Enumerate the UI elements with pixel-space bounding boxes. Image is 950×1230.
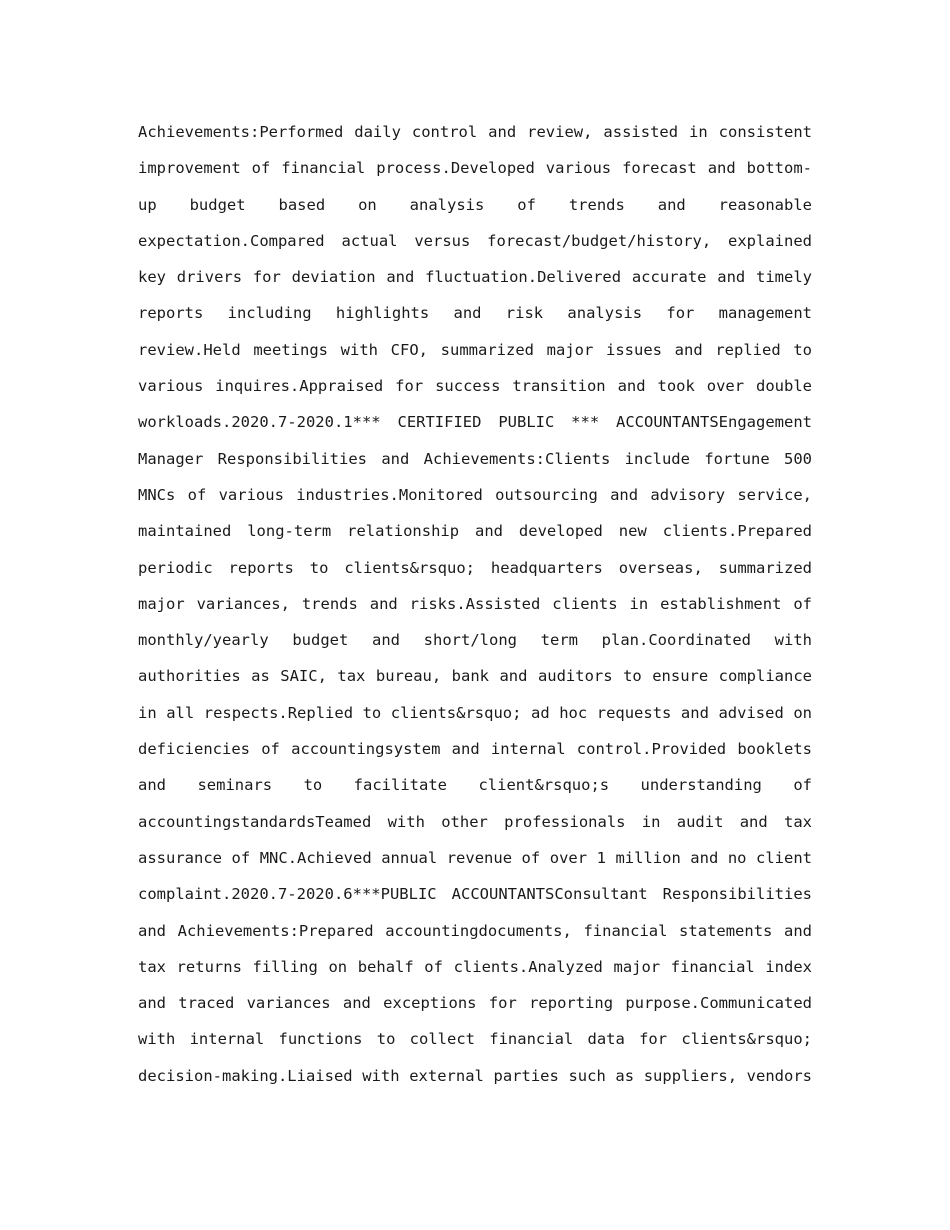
- text-line: key drivers for deviation and fluctuation.Delivered accurate and timely: [138, 268, 812, 287]
- text-line: decision-making.Liaised with external parties such as suppliers, vendors: [138, 1066, 812, 1085]
- body-text: [138, 114, 812, 1094]
- text-line: workloads.2020.7-2020.1*** CERTIFIED PUBLIC *** ACCOUNTANTSEngagement: [138, 413, 812, 432]
- text-line: review.Held meetings with CFO, summarized major issues and replied to: [138, 340, 812, 359]
- text-line: reports including highlights and risk analysis for management: [138, 304, 812, 323]
- text-line: and Achievements:Prepared accountingdocuments, financial statements and: [138, 921, 812, 940]
- text-line: Manager Responsibilities and Achievements:Clients include fortune 500: [138, 449, 812, 468]
- text-line: maintained long-term relationship and developed new clients.Prepared: [138, 522, 812, 541]
- text-line: and traced variances and exceptions for reporting purpose.Communicated: [138, 994, 812, 1013]
- text-line: complaint.2020.7-2020.6***PUBLIC ACCOUNTANTSConsultant Responsibilities: [138, 885, 812, 904]
- text-line: improvement of financial process.Developed various forecast and bottom-: [138, 159, 812, 178]
- text-line: tax returns filling on behalf of clients.Analyzed major financial index: [138, 957, 812, 976]
- text-line: up budget based on analysis of trends and reasonable: [138, 195, 812, 214]
- text-line: MNCs of various industries.Monitored outsourcing and advisory service,: [138, 485, 812, 504]
- text-line: expectation.Compared actual versus forecast/budget/history, explained: [138, 231, 812, 250]
- text-line: with internal functions to collect financial data for clients&rsquo;: [138, 1030, 812, 1049]
- text-line: Achievements:Performed daily control and review, assisted in consistent: [138, 123, 812, 141]
- text-line: accountingstandardsTeamed with other professionals in audit and tax: [138, 812, 812, 831]
- text-line: assurance of MNC.Achieved annual revenue of over 1 million and no client: [138, 848, 812, 867]
- text-line: periodic reports to clients&rsquo; headquarters overseas, summarized: [138, 558, 812, 577]
- text-line: and seminars to facilitate client&rsquo;s understanding of: [138, 776, 812, 795]
- text-line: major variances, trends and risks.Assisted clients in establishment of: [138, 594, 812, 613]
- text-line: authorities as SAIC, tax bureau, bank and auditors to ensure compliance: [138, 667, 812, 686]
- text-line: various inquires.Appraised for success transition and took over double: [138, 377, 812, 396]
- text-line: monthly/yearly budget and short/long term plan.Coordinated with: [138, 631, 812, 650]
- text-line: in all respects.Replied to clients&rsquo; ad hoc requests and advised on: [138, 703, 812, 722]
- text-line: deficiencies of accountingsystem and internal control.Provided booklets: [138, 740, 812, 759]
